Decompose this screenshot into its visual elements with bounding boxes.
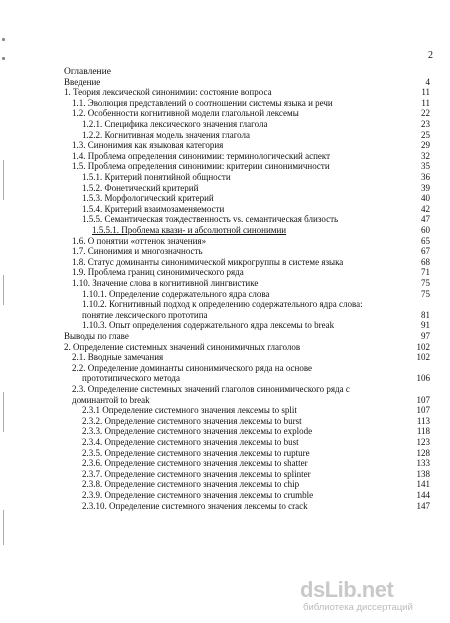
toc-entry-page: 81	[421, 309, 430, 320]
toc-entry[interactable]	[0, 108, 450, 119]
toc-entry[interactable]	[0, 437, 450, 448]
toc-entry[interactable]	[0, 140, 450, 151]
toc-entry-page: 138	[416, 468, 430, 479]
toc-entry[interactable]	[0, 77, 450, 88]
toc-entry-page: 67	[421, 246, 430, 257]
toc-entry[interactable]	[0, 278, 450, 289]
toc-entry-text: 1.5.2. Фонетический критерий	[82, 182, 199, 193]
toc-entry[interactable]	[0, 469, 450, 480]
toc-entry-text: 2.3.9. Определение системного значения лексемы to crumble	[82, 489, 314, 500]
toc-entry-page: 141	[416, 479, 430, 490]
toc-entry[interactable]	[0, 331, 450, 342]
toc-entry[interactable]	[0, 225, 450, 236]
toc-entry-text: 1.2. Особенности когнитивной модели глагольной лексемы	[72, 108, 299, 119]
margin-tick	[2, 38, 5, 41]
toc-entry-text: 2.3.5. Определение системного значения лексемы to rupture	[82, 447, 310, 458]
toc-entry[interactable]	[0, 214, 450, 225]
toc-entry-text: 1.2.1. Специфика лексического значения глагола	[82, 118, 268, 129]
toc-entry-text: доминантой to break	[72, 394, 150, 405]
toc-entry-page: 47	[421, 214, 430, 225]
toc-entry-text: 1.10. Значение слова в когнитивной лингвистике	[72, 277, 259, 288]
toc-entry-page: 42	[421, 203, 430, 214]
toc-entry[interactable]	[0, 257, 450, 268]
toc-entry[interactable]	[0, 246, 450, 257]
toc-entry[interactable]	[0, 267, 450, 278]
toc-entry-text: 2.3.1 Определение системного значения лексемы to split	[82, 405, 297, 416]
toc-entry-text: 1.5.5.1. Проблема квази- и абсолютной синонимии	[92, 224, 287, 235]
toc-entry-text: Выводы по главе	[64, 330, 129, 341]
toc-entry-page: 144	[416, 489, 430, 500]
toc-entry[interactable]	[0, 193, 450, 204]
toc-entry-text: 1.8. Статус доминанты синонимической микрогруппы в системе языка	[72, 256, 344, 267]
toc-entry[interactable]	[0, 119, 450, 130]
toc-entry-page: 39	[421, 182, 430, 193]
toc-entry[interactable]	[0, 363, 450, 374]
toc-entry-text: 1.1. Эволюция представлений о соотношении системы языка и речи	[72, 97, 333, 108]
toc-entry-page: 68	[421, 256, 430, 267]
toc-entry-page: 11	[421, 97, 430, 108]
toc-entry[interactable]	[0, 204, 450, 215]
toc-entry-page: 11	[421, 87, 430, 98]
toc-entry-page: 32	[421, 150, 430, 161]
toc-entry-page: 4	[425, 76, 430, 87]
toc-entry[interactable]	[0, 405, 450, 416]
toc-entry-page: 107	[416, 405, 430, 416]
toc-entry-page: 23	[421, 118, 430, 129]
toc-entry[interactable]	[0, 458, 450, 469]
watermark-logo: dsLib.net	[300, 577, 394, 602]
toc-entry-text: 1.5.5. Семантическая тождественность vs. семантическая близость	[82, 214, 339, 225]
toc-entry-text: 2.3.3. Определение системного значения лексемы to explode	[82, 426, 313, 437]
toc-entry[interactable]	[0, 130, 450, 141]
toc-entry-page: 123	[416, 436, 430, 447]
toc-entry-page: 106	[416, 373, 430, 384]
toc-entry-page: 60	[421, 224, 430, 235]
toc-entry-page: 25	[421, 129, 430, 140]
toc-entry-text: 2. Определение системных значений синонимичных глаголов	[64, 341, 301, 352]
toc-entry-text: 1.6. О понятии «оттенок значения»	[72, 235, 207, 246]
toc-entry-text: 2.3.8. Определение системного значения лексемы to chip	[82, 479, 300, 490]
toc-entry-page: 36	[421, 171, 430, 182]
toc-entry-page: 40	[421, 193, 430, 204]
toc-entry[interactable]	[0, 172, 450, 183]
toc-entry-text: 1.10.1. Определение содержательного ядра слова	[82, 288, 270, 299]
toc-entry-page: 71	[421, 267, 430, 278]
toc-entry-text: 1.10.3. Опыт определения содержательного ядра лексемы to break	[82, 320, 335, 331]
toc-entry[interactable]	[0, 416, 450, 427]
toc-entry[interactable]	[0, 395, 450, 406]
toc-entry-text: 2.3.10. Определение системного значения лексемы to crack	[82, 500, 308, 511]
toc-entry[interactable]	[0, 289, 450, 300]
toc-entry[interactable]	[0, 236, 450, 247]
watermark	[300, 575, 440, 615]
toc-entry-page: 118	[416, 426, 430, 437]
page-number: 2	[428, 50, 433, 61]
toc-entry-text: понятие лексического прототипа	[82, 309, 208, 320]
toc-entry-page: 35	[421, 161, 430, 172]
toc-entry-text: прототипического метода	[82, 373, 180, 384]
toc-entry[interactable]	[0, 352, 450, 363]
watermark-caption: библиотека диссертаций	[303, 602, 413, 613]
toc-entry-text: 1.5.1. Критерий понятийной общности	[82, 171, 231, 182]
toc-entry[interactable]	[0, 87, 450, 98]
toc-entry-text: 2.3.6. Определение системного значения лексемы to shatter	[82, 458, 308, 469]
margin-tick	[2, 57, 5, 60]
toc-entry-text: 1. Теория лексической синонимии: состояние вопроса	[64, 87, 272, 98]
toc-entry-text: 2.1. Вводные замечания	[72, 352, 164, 363]
toc-entry-text: 2.3. Определение системных значений глаголов синонимического ряда с	[72, 383, 350, 394]
toc-entry[interactable]	[0, 373, 450, 384]
toc-entry[interactable]	[0, 161, 450, 172]
margin-line	[3, 510, 4, 545]
toc-entry-page: 128	[416, 447, 430, 458]
toc-entry[interactable]	[0, 98, 450, 109]
toc-entry-text: 1.10.2. Когнитивный подход к определению содержательного ядра слова:	[82, 299, 363, 310]
toc-entry-text: 1.3. Синонимия как языковая категория	[72, 140, 224, 151]
toc-entry-text: 2.3.4. Определение системного значения лексемы to bust	[82, 436, 299, 447]
toc-entry[interactable]	[0, 183, 450, 194]
toc-entry-page: 65	[421, 235, 430, 246]
toc-entry[interactable]	[0, 310, 450, 321]
toc-entry-page: 113	[416, 415, 430, 426]
toc-entry-text: 2.3.7. Определение системного значения лексемы to splinter	[82, 468, 311, 479]
toc-entry-page: 91	[421, 320, 430, 331]
toc-entry-page: 29	[421, 140, 430, 151]
toc-entry-text: 1.5.4. Критерий взаимозаменяемости	[82, 203, 225, 214]
toc-entry-page: 22	[421, 108, 430, 119]
toc-entry[interactable]	[0, 426, 450, 437]
toc-entry-text: 1.2.2. Когнитивная модель значения глагола	[82, 129, 251, 140]
toc-title: Оглавление	[64, 67, 111, 77]
toc-entry-page: 97	[421, 330, 430, 341]
toc-entry[interactable]	[0, 490, 450, 501]
toc-entry-page: 147	[416, 500, 430, 511]
toc-entry-page: 133	[416, 458, 430, 469]
toc-entry[interactable]	[0, 299, 450, 310]
toc-entry-text: 1.4. Проблема определения синонимии: терминологический аспект	[72, 150, 331, 161]
toc-entry-page: 102	[416, 341, 430, 352]
toc-entry[interactable]	[0, 342, 450, 353]
toc-entry[interactable]	[0, 448, 450, 459]
toc-entry[interactable]	[0, 151, 450, 162]
toc-entry-text: 1.5. Проблема определения синонимии: критерии синонимичности	[72, 161, 330, 172]
toc-entry-page: 107	[416, 394, 430, 405]
toc-entry-text: 1.7. Синонимия и многозначность	[72, 246, 203, 257]
toc-entry-text: 1.5.3. Морфологический критерий	[82, 193, 214, 204]
toc-entry-page: 102	[416, 352, 430, 363]
toc-entry[interactable]	[0, 479, 450, 490]
toc-entry[interactable]	[0, 384, 450, 395]
toc-entry-page: 75	[421, 277, 430, 288]
toc-entry-text: 2.2. Определение доминанты синонимического ряда на основе	[72, 362, 313, 373]
toc-entry-text: 2.3.2. Определение системного значения лексемы to burst	[82, 415, 302, 426]
toc-entry[interactable]	[0, 320, 450, 331]
toc-entry[interactable]	[0, 501, 450, 512]
toc-entry-text: Введение	[64, 76, 101, 87]
toc-entry-page: 75	[421, 288, 430, 299]
toc-entry-text: 1.9. Проблема границ синонимического ряда	[72, 267, 244, 278]
